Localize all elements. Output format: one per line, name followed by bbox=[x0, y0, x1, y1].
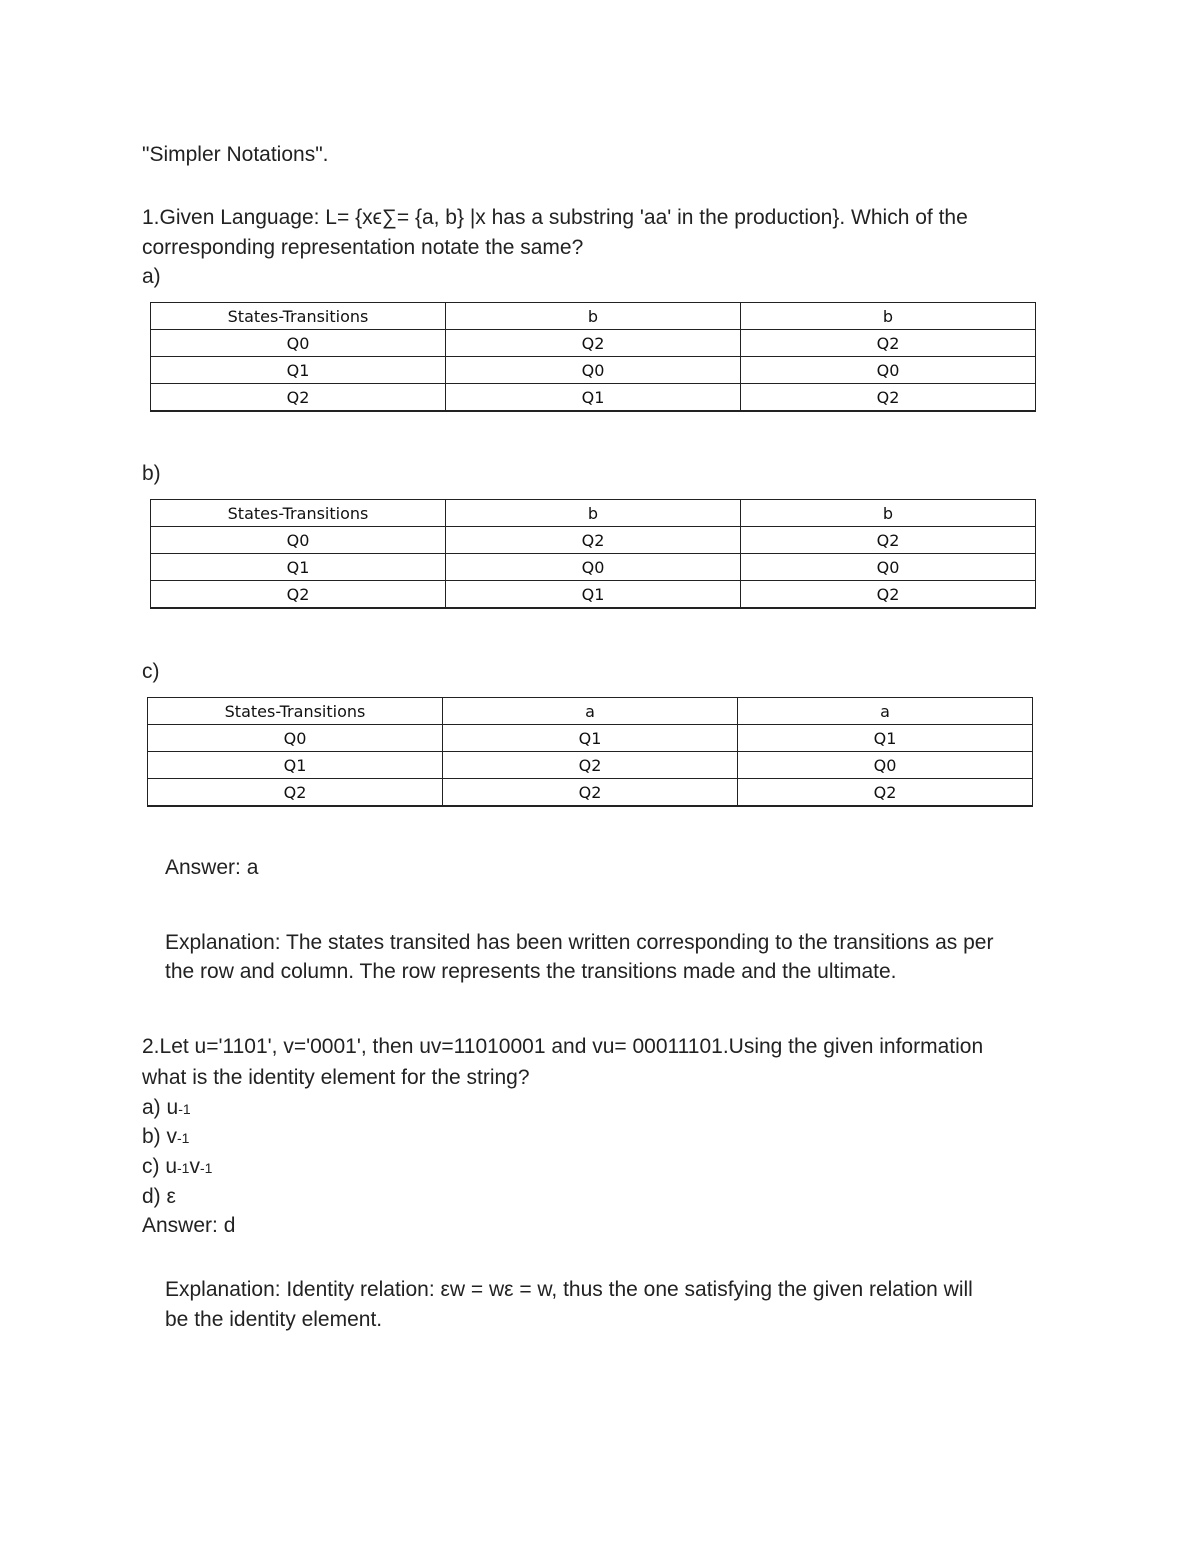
table-cell: Q0 bbox=[151, 527, 446, 554]
table-cell: Q0 bbox=[741, 554, 1036, 581]
question-2-explanation-line-2: be the identity element. bbox=[165, 1308, 383, 1331]
table-cell: Q0 bbox=[151, 330, 446, 357]
question-2-explanation-line-1: Explanation: Identity relation: εw = wε = w, thus the one satisfying the given relation will bbox=[165, 1278, 973, 1301]
table-cell: Q0 bbox=[446, 554, 741, 581]
document-title: "Simpler Notations". bbox=[142, 143, 329, 166]
table-row bbox=[148, 779, 1033, 807]
table-cell: Q1 bbox=[446, 384, 741, 412]
table-row bbox=[151, 357, 1036, 384]
table-cell: Q2 bbox=[738, 779, 1033, 807]
question-2-option-c bbox=[142, 1152, 212, 1183]
table-cell: Q1 bbox=[446, 581, 741, 609]
table-cell: Q2 bbox=[443, 752, 738, 779]
table-header-cell: States-Transitions bbox=[151, 500, 446, 527]
table-header-row bbox=[151, 500, 1036, 527]
table-row bbox=[151, 330, 1036, 357]
table-header-cell: a bbox=[738, 698, 1033, 725]
table-header-cell: b bbox=[741, 500, 1036, 527]
table-cell: Q0 bbox=[148, 725, 443, 752]
table-cell: Q0 bbox=[738, 752, 1033, 779]
option-c-table bbox=[147, 697, 1033, 807]
option-text: a) u bbox=[142, 1096, 179, 1119]
table-cell: Q2 bbox=[151, 384, 446, 412]
question-1-text-line-1: 1.Given Language: L= {xϵ∑= {a, b} |x has a substring 'aa' in the production}. Which of the bbox=[142, 206, 968, 229]
table-row bbox=[151, 527, 1036, 554]
option-text: v bbox=[189, 1155, 200, 1178]
table-row bbox=[151, 581, 1036, 609]
question-2-text-line-2: what is the identity element for the string? bbox=[142, 1066, 530, 1089]
table-cell: Q1 bbox=[443, 725, 738, 752]
table-row bbox=[151, 554, 1036, 581]
table-cell: Q2 bbox=[741, 581, 1036, 609]
option-superscript: -1 bbox=[177, 1160, 190, 1176]
table-cell: Q1 bbox=[151, 357, 446, 384]
table-cell: Q1 bbox=[151, 554, 446, 581]
option-text: b) v bbox=[142, 1125, 178, 1148]
question-1-text-line-2: corresponding representation notate the same? bbox=[142, 236, 584, 259]
table-header-cell: b bbox=[741, 303, 1036, 330]
question-1-explanation-line-2: the row and column. The row represents the transitions made and the ultimate. bbox=[165, 960, 897, 983]
question-1-answer: Answer: a bbox=[165, 856, 259, 879]
table-row bbox=[148, 752, 1033, 779]
table-cell: Q2 bbox=[446, 527, 741, 554]
table-header-cell: a bbox=[443, 698, 738, 725]
table-header-cell: States-Transitions bbox=[151, 303, 446, 330]
table-row bbox=[151, 384, 1036, 412]
option-superscript: -1 bbox=[178, 1101, 191, 1117]
table-header-row bbox=[151, 303, 1036, 330]
question-2-option-d: d) ε bbox=[142, 1185, 176, 1208]
option-b-table bbox=[150, 499, 1036, 609]
question-1-explanation-line-1: Explanation: The states transited has been written corresponding to the transitions as per bbox=[165, 931, 994, 954]
option-text: c) u bbox=[142, 1155, 178, 1178]
table-cell: Q2 bbox=[741, 527, 1036, 554]
table-cell: Q1 bbox=[738, 725, 1033, 752]
table-header-cell: b bbox=[446, 500, 741, 527]
option-superscript: -1 bbox=[177, 1130, 190, 1146]
table-cell: Q2 bbox=[741, 330, 1036, 357]
table-cell: Q2 bbox=[446, 330, 741, 357]
table-cell: Q0 bbox=[446, 357, 741, 384]
option-a-label: a) bbox=[142, 265, 161, 288]
table-cell: Q2 bbox=[148, 779, 443, 807]
option-superscript: -1 bbox=[199, 1160, 213, 1176]
table-cell: Q2 bbox=[151, 581, 446, 609]
table-row bbox=[148, 725, 1033, 752]
table-header-row bbox=[148, 698, 1033, 725]
table-header-cell: States-Transitions bbox=[148, 698, 443, 725]
table-cell: Q2 bbox=[741, 384, 1036, 412]
question-2-option-a bbox=[142, 1093, 191, 1124]
question-2-text-line-1: 2.Let u='1101', v='0001', then uv=11010001 and vu= 00011101.Using the given information bbox=[142, 1035, 984, 1058]
option-c-label: c) bbox=[142, 660, 160, 683]
option-a-table bbox=[150, 302, 1036, 412]
question-2-option-b bbox=[142, 1122, 189, 1153]
table-cell: Q0 bbox=[741, 357, 1036, 384]
table-cell: Q1 bbox=[148, 752, 443, 779]
table-cell: Q2 bbox=[443, 779, 738, 807]
table-header-cell: b bbox=[446, 303, 741, 330]
option-b-label: b) bbox=[142, 462, 161, 485]
question-2-answer: Answer: d bbox=[142, 1214, 236, 1237]
